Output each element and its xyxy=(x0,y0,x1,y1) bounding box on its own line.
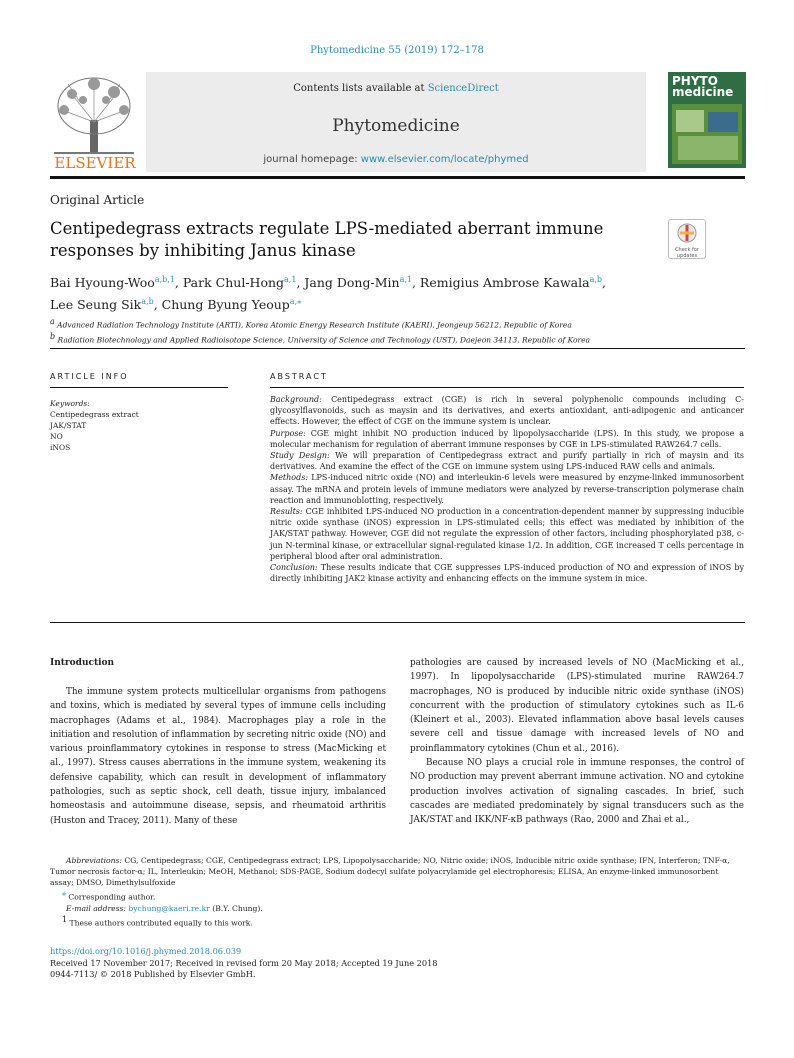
abstract-rule xyxy=(270,387,744,388)
intro-right-column xyxy=(410,656,744,828)
equal-contribution-note: $^1$ These authors contributed equally to this work. xyxy=(62,914,253,928)
journal-reference[interactable]: Phytomedicine 55 (2019) 172–178 xyxy=(310,45,484,56)
keywords-block xyxy=(50,398,139,453)
abstract-section-text: These results indicate that CGE suppresses LPS-induced production of NO and expression of iNOS by directly inhibiting JAK2 kinase activity and enhancing effects on the immune system in mice. xyxy=(270,563,744,584)
abstract-section xyxy=(270,506,744,562)
article-type: Original Article xyxy=(50,193,145,207)
publisher-name: ELSEVIER xyxy=(54,154,136,172)
abstract-section-text: We will preparation of Centipedegrass extract and purify partially in rich of maysin and its derivatives. And examine the effect of the CGE on immune system using LPS-induced RAW cells and animals. xyxy=(270,451,744,472)
cover-art-block xyxy=(678,136,738,160)
abstract-section-text: Centipedegrass extract (CGE) is rich in several polyphenolic compounds including C-glycosylflavonoids, such as maysin and its derivatives, and exerts antioxidant, anti-adipogenic and anticancer effects. However, the effect of CGE on the immune system is unclear. xyxy=(270,395,745,427)
abstract-section xyxy=(270,562,744,584)
intro-paragraph: The immune system protects multicellular organisms from pathogens and toxins, which is mediated by several types of immune cells including macrophages (Adams et al., 1984). Macrophages play a role in the initiation and resolution of inflammation by secreting nitric oxide (NO) and various proinflammatory cytokines in response to stress (MacMicking et al., 1997). Stress causes aberrations in the immune system, weakening its defensive capability, which can result in development of inflammatory pathologies, such as septic shock, cell death, tissue injury, imbalanced homeostasis and autoimmune disease, sepsis, and rheumatoid arthritis (Huston and Tracey, 2011). Many of these xyxy=(50,687,386,826)
abstract-section-text: CGE inhibited LPS-induced NO production in a concentration-dependent manner by suppressing inducible nitric oxide synthase (iNOS) expression in LPS-stimulated cells; this effect was mediated by inhibition of the JAK/STAT pathway. However, CGE did not regulate the expression of other factors, including phosphorylated p38, c-jun N-terminal kinase, or extracellular signal-regulated kinase 1/2. In addition, CGE increased T cells percentage in peripheral blood after oral administration. xyxy=(270,507,744,561)
abstract-section xyxy=(270,428,744,450)
author-name[interactable]: Bai Hyoung-Woo xyxy=(50,275,155,291)
email-suffix: (B.Y. Chung). xyxy=(209,903,263,913)
keywords-label: Keywords: xyxy=(50,399,90,408)
cover-art-block xyxy=(708,112,738,132)
abstract-section-label: Conclusion: xyxy=(270,563,318,573)
author-name[interactable]: Lee Seung Sik xyxy=(50,297,142,313)
keyword: Centipedegrass extract xyxy=(50,410,139,419)
abbreviations-text: CG, Centipedegrass; CGE, Centipedegrass extract; LPS, Lipopolysaccharide; NO, Nitric oxide; iNOS, Inducible nitric oxide synthase; IFN, Interferon; TNF-α, Tumor necrosis factor-α; IL, Interleukin; MeOH, Methanol; SDS-PAGE, Sodium dodecyl sulfate polyacrylamide gel electrophoresis; ELISA, An enzyme-linked immunosorbent assay; DMSO, Dimethylsulfoxide xyxy=(50,856,730,887)
cover-artwork xyxy=(672,104,742,164)
article-title: Centipedegrass extracts regulate LPS-mediated aberrant immune responses by inhibiting Janus kinase xyxy=(50,219,604,260)
abstract-section xyxy=(270,472,744,506)
affiliation xyxy=(50,316,740,331)
email-note xyxy=(50,903,744,914)
header-rule xyxy=(50,176,745,179)
keyword: iNOS xyxy=(50,443,71,452)
cover-title-line-2: medicine xyxy=(672,85,734,99)
abstract-section-label: Background: xyxy=(270,395,322,404)
footnotes xyxy=(50,855,744,928)
abstract-end-rule xyxy=(50,622,745,623)
abbreviations-note xyxy=(50,855,744,888)
elsevier-logo xyxy=(50,72,140,172)
homepage-prefix: journal homepage: xyxy=(263,154,361,165)
corresponding-note: ⁎ Corresponding author. xyxy=(62,889,156,902)
email-label: E-mail address: xyxy=(66,903,126,913)
doi-link[interactable]: https://doi.org/10.1016/j.phymed.2018.06.039 xyxy=(50,946,242,956)
author-affiliation-mark[interactable]: a,1 xyxy=(284,275,297,284)
keyword: NO xyxy=(50,432,63,441)
sciencedirect-link[interactable]: ScienceDirect xyxy=(427,83,499,94)
intro-paragraph: pathologies are caused by increased levels of NO (MacMicking et al., 1997). In lipopolysaccharide (LPS)-stimulated murine RAW264.7 macrophages, NO is produced by inducible nitric oxide synthase (iNOS) concurrent with the production of stimulatory cytokines such as IL-6 (Kleinert et al., 2003). Elevated inflammation above basal levels causes severe cell and tissue damage with increased levels of NO and proinflammatory cytokines (Chun et al., 2016). xyxy=(410,658,744,754)
crossmark-icon xyxy=(677,223,697,245)
affiliation xyxy=(50,331,740,346)
cover-art-block xyxy=(676,110,704,132)
author-name[interactable]: Chung Byung Yeoup xyxy=(161,297,290,313)
affiliations xyxy=(50,316,740,345)
author-name[interactable]: Remigius Ambrose Kawala xyxy=(419,275,590,291)
affiliation-rule xyxy=(50,348,745,349)
intro-left-column xyxy=(50,685,386,828)
affiliation-mark: b xyxy=(50,331,56,341)
journal-header xyxy=(50,72,745,178)
abstract-section-text: CGE might inhibit NO production induced by lipopolysaccharide (LPS). In this study, we propose a molecular mechanism for regulation of aberrant immune responses by CGE in LPS-stimulated RAW264.7 cells. xyxy=(270,428,744,449)
author-affiliation-mark[interactable]: a,b xyxy=(141,297,154,307)
affiliation-text: Radiation Biotechnology and Applied Radioisotope Science, University of Science and Technology (UST), Daejeon 34113, Republic of Korea xyxy=(57,335,591,344)
abbreviations-label: Abbreviations: xyxy=(66,856,122,865)
author-name[interactable]: Park Chul-Hong xyxy=(182,275,285,291)
email-link[interactable]: bychung@kaeri.re.kr xyxy=(128,903,210,913)
homepage-link[interactable]: www.elsevier.com/locate/phymed xyxy=(360,154,529,165)
journal-cover-image xyxy=(668,72,746,168)
journal-info-box xyxy=(146,72,646,172)
affiliation-mark: a xyxy=(50,317,55,326)
article-info-heading: ARTICLE INFO xyxy=(50,372,129,381)
abstract-section-text: LPS-induced nitric oxide (NO) and interleukin-6 levels were measured by enzyme-linked immunosorbent assay. The mRNA and protein levels of immune mediators were analyzed by reverse-transcription polymerase chain reaction and immunoblotting, respectively. xyxy=(270,473,745,505)
check-for-updates-button[interactable] xyxy=(668,219,706,259)
abstract-section-label: Results: xyxy=(270,507,303,517)
keyword: JAK/STAT xyxy=(50,421,87,430)
introduction-heading: Introduction xyxy=(50,658,115,668)
author-list: Bai Hyoung-Woo$^{a,b,1}$, Park Chul-Hong$^{a,1}$, Jang Dong-Min$^{a,1}$, Remigius Ambrose Kawala$^{a,b}$, Lee Seung Sik$^{a,b}$, Chung Byung Yeoup$^{a,⁎}$ xyxy=(50,275,607,313)
cover-title xyxy=(672,76,733,98)
author-name[interactable]: Jang Dong-Min xyxy=(304,275,400,291)
abstract-section-label: Purpose: xyxy=(270,428,306,438)
contents-prefix: Contents lists available at xyxy=(293,83,428,94)
corresponding-text: Corresponding author. xyxy=(68,892,156,902)
contents-line xyxy=(146,83,646,94)
homepage-line xyxy=(146,154,646,165)
abstract-body xyxy=(270,394,744,584)
crossmark-label: Check for updates xyxy=(675,247,699,259)
abstract-heading: ABSTRACT xyxy=(270,372,328,381)
abstract-section-label: Study Design: xyxy=(270,451,330,461)
affiliation-text: Advanced Radiation Technology Institute (ARTI), Korea Atomic Energy Research Institute (KAERI), Jeongeup 56212, Republic of Korea xyxy=(57,320,572,330)
author-affiliation-mark[interactable]: a,⁎ xyxy=(289,297,302,307)
article-info-rule xyxy=(50,387,228,388)
received-dates: Received 17 November 2017; Received in revised form 20 May 2018; Accepted 19 June 2018 xyxy=(50,957,438,968)
elsevier-tree-icon xyxy=(50,72,140,172)
abstract-section xyxy=(270,450,744,472)
copyright-line: 0944-7113/ © 2018 Published by Elsevier GmbH. xyxy=(50,969,256,979)
author-affiliation-mark[interactable]: a,b,1 xyxy=(154,275,175,284)
intro-paragraph: Because NO plays a crucial role in immune responses, the control of NO production may prevent aberrant immune activation. NO and cytokine production involves activation of signaling cascades. In brief, such cascades are mediated predominately by signal transducers such as the JAK/STAT and IKK/NF-κB pathways (Rao, 2000 and Zhai et al., xyxy=(410,758,744,826)
journal-title: Phytomedicine xyxy=(332,116,460,136)
article-metadata xyxy=(50,946,744,981)
cover-title-line-1: PHYTO xyxy=(672,74,718,88)
author-affiliation-mark[interactable]: a,1 xyxy=(399,275,412,284)
equal-contribution-text: These authors contributed equally to this work. xyxy=(69,918,253,928)
abstract-section-label: Methods: xyxy=(270,473,309,483)
author-affiliation-mark[interactable]: a,b xyxy=(589,275,603,284)
abstract-section xyxy=(270,394,744,428)
